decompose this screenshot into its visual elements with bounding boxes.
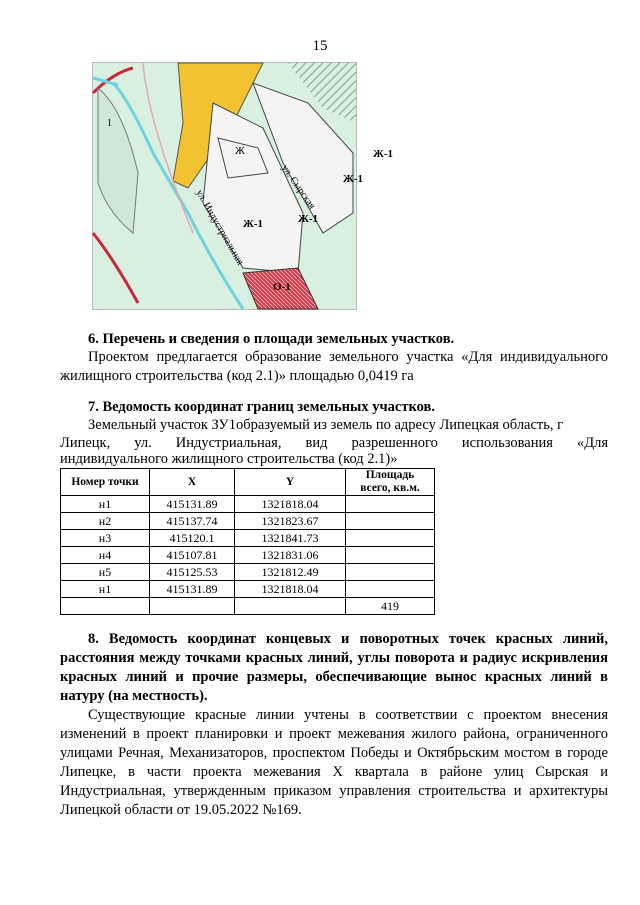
- table-cell: 1321818.04: [235, 581, 346, 598]
- table-row: [61, 513, 435, 530]
- table-cell: 415125.53: [150, 564, 235, 581]
- map-label: О-1: [273, 281, 291, 293]
- section6-text: Проектом предлагается образование земельного участка «Для индивидуального жилищного строительства (код 2.1)» площадью 0,0419 га: [60, 349, 608, 384]
- table-cell: 415107.81: [150, 547, 235, 564]
- table-cell: 1321823.67: [235, 513, 346, 530]
- section6-heading: 6. Перечень и сведения о площади земельных участков.: [88, 331, 455, 347]
- table-cell: н5: [61, 564, 150, 581]
- table-cell: 1321841.73: [235, 530, 346, 547]
- zoning-map: [92, 62, 394, 310]
- table-cell: [346, 530, 435, 547]
- map-label: Ж-1: [373, 148, 394, 160]
- table-header: X: [150, 469, 235, 496]
- table-cell: н4: [61, 547, 150, 564]
- table-header: Номер точки: [61, 469, 150, 496]
- map-label: Ж-1: [243, 218, 264, 230]
- table-cell: [346, 547, 435, 564]
- table-cell: [150, 598, 235, 615]
- section8-heading: 8. Ведомость координат концевых и поворотных точек красных линий, расстояния между точками красных линий, углы поворота и радиус искривления красных линий и прочие размеры, обеспечивающие вынос красных линий в натуру (на местность).: [60, 631, 608, 704]
- table-row: [61, 598, 435, 615]
- table-cell: [61, 598, 150, 615]
- section7-line3: индивидуального жилищного строительства (код 2.1)»: [60, 451, 398, 467]
- table-cell: 415131.89: [150, 496, 235, 513]
- table-cell: 1321831.06: [235, 547, 346, 564]
- section8-text: Существующие красные линии учтены в соответствии с проектом внесения изменений в проект планировки и проект межевания жилого района, ограниченного улицами Речная, Механизаторов, проспектом Победы и Октябрьским мостом в городе Липецке, в части проекта межевания X квартала в районе улиц Сырская и Индустриальная, утвержденным приказом управления строительства и архитектуры Липецкой области от 19.05.2022 №169.: [60, 707, 608, 818]
- table-header: Y: [235, 469, 346, 496]
- table-cell: н1: [61, 496, 150, 513]
- table-row: [61, 547, 435, 564]
- street-label: ул. Индустриальная: [193, 188, 246, 268]
- table-cell: н3: [61, 530, 150, 547]
- table-header-row: [61, 469, 435, 496]
- table-cell: н2: [61, 513, 150, 530]
- map-label: Ж: [235, 145, 245, 157]
- page-number: 15: [312, 38, 328, 54]
- table-cell: [346, 564, 435, 581]
- table-row: [61, 564, 435, 581]
- table-cell: н1: [61, 581, 150, 598]
- table-cell: [235, 598, 346, 615]
- table-cell: [346, 581, 435, 598]
- map-label: 1: [107, 118, 112, 129]
- section7-line2: Липецк, ул. Индустриальная, вид разрешенного использования «Для: [60, 435, 608, 451]
- street-label: ул. Сырская: [278, 163, 318, 212]
- section7-line1: Земельный участок ЗУ1образуемый из земель по адресу Липецкая область, г: [88, 417, 564, 433]
- table-row: [61, 496, 435, 513]
- coordinates-table: [60, 468, 435, 615]
- map-label: Ж-1: [298, 213, 319, 225]
- table-cell: 1321818.04: [235, 496, 346, 513]
- table-cell: 419: [346, 598, 435, 615]
- table-header: Площадь всего, кв.м.: [346, 469, 435, 496]
- section7-heading: 7. Ведомость координат границ земельных участков.: [88, 399, 435, 415]
- map-label: Ж-1: [343, 173, 364, 185]
- table-cell: 1321812.49: [235, 564, 346, 581]
- table-cell: 415120.1: [150, 530, 235, 547]
- table-cell: [346, 513, 435, 530]
- table-cell: 415131.89: [150, 581, 235, 598]
- table-cell: 415137.74: [150, 513, 235, 530]
- table-row: [61, 581, 435, 598]
- table-row: [61, 530, 435, 547]
- table-cell: [346, 496, 435, 513]
